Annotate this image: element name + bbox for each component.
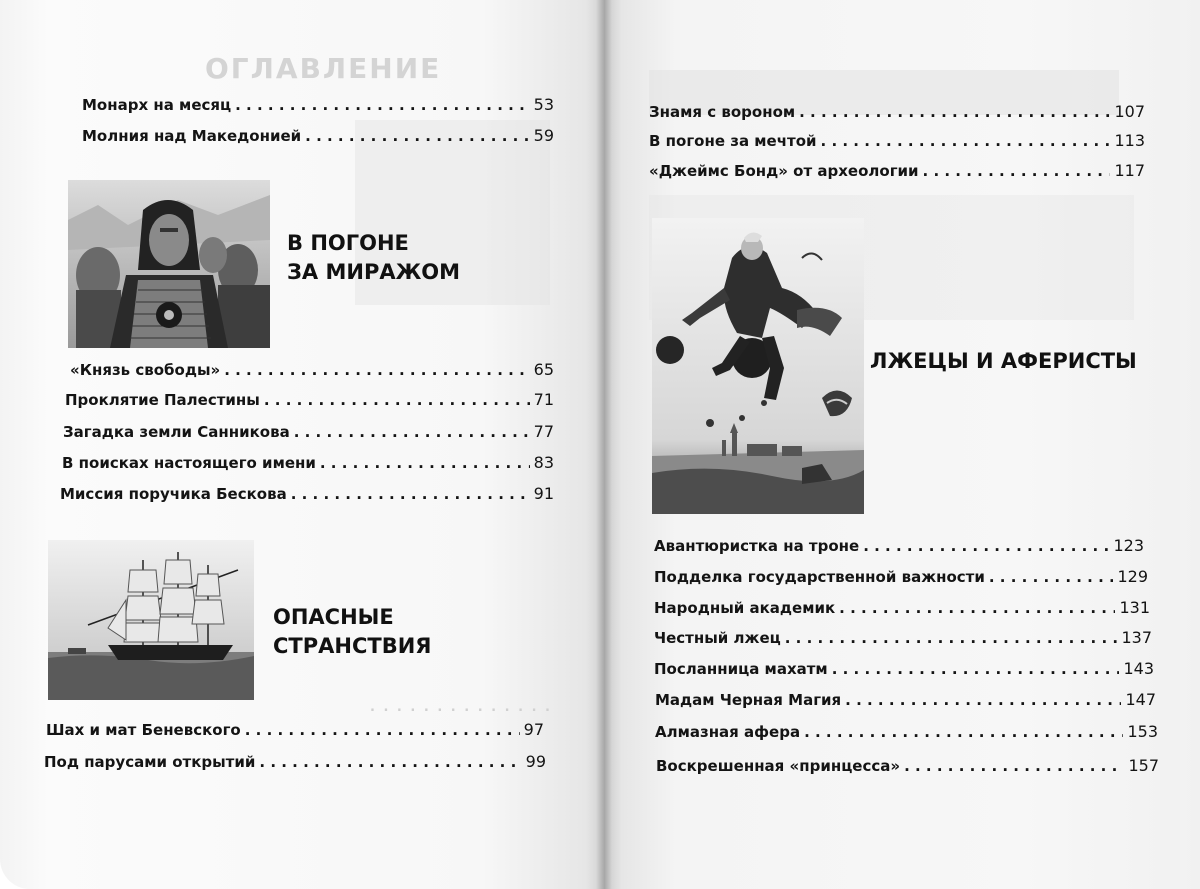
toc-leader-dots <box>799 103 1110 121</box>
toc-entry-page: 147 <box>1125 690 1156 709</box>
toc-entry-page: 117 <box>1114 161 1145 180</box>
toc-entry-title: Загадка земли Санникова <box>63 423 290 441</box>
toc-leader-dots <box>291 485 530 503</box>
toc-entry-page: 83 <box>533 453 554 472</box>
toc-entry-title: Знамя с вороном <box>649 103 796 121</box>
section-heading-line: СТРАНСТВИЯ <box>273 634 432 658</box>
toc-entry[interactable] <box>655 690 1156 709</box>
toc-leader-dots <box>235 96 530 114</box>
toc-entry-title: Авантюристка на троне <box>654 537 860 555</box>
toc-entry-page: 131 <box>1119 598 1150 617</box>
native-chief-image <box>68 180 270 348</box>
toc-entry-page: 59 <box>533 126 554 145</box>
section-heading-line: В ПОГОНЕ <box>287 231 409 255</box>
section-heading-travels <box>273 603 431 661</box>
toc-leader-dots <box>264 391 530 409</box>
sailing-ship-image <box>48 540 254 700</box>
illustration-sailing-ship <box>48 540 254 700</box>
toc-leader-dots <box>989 568 1114 586</box>
toc-leader-dots <box>224 361 529 379</box>
section-heading-mirage <box>287 229 460 287</box>
toc-entry-page: 157 <box>1128 756 1159 775</box>
toc-entry[interactable] <box>65 390 554 409</box>
toc-entry[interactable] <box>70 360 554 379</box>
section-heading-line: ЛЖЕЦЫ И АФЕРИСТЫ <box>870 349 1137 373</box>
toc-entry-page: 137 <box>1121 628 1152 647</box>
toc-entry-title: Монарх на месяц <box>82 96 232 114</box>
toc-entry-title: «Князь свободы» <box>70 361 221 379</box>
toc-leader-dots <box>294 423 530 441</box>
toc-entry[interactable] <box>654 628 1152 647</box>
toc-entry[interactable] <box>63 422 554 441</box>
toc-entry-page: 153 <box>1127 722 1158 741</box>
toc-entry-title: Алмазная афера <box>655 723 801 741</box>
toc-entry[interactable] <box>62 453 554 472</box>
section-heading-line: ЗА МИРАЖОМ <box>287 260 461 284</box>
book-gutter <box>596 0 612 889</box>
toc-entry-title: Воскрешенная «принцесса» <box>656 757 901 775</box>
toc-entry-title: Мадам Черная Магия <box>655 691 842 709</box>
toc-entry[interactable] <box>655 722 1158 741</box>
toc-leader-dots <box>863 537 1109 555</box>
toc-entry[interactable] <box>46 720 544 739</box>
toc-entry-title: Шах и мат Беневского <box>46 721 241 739</box>
bleed-through-text: . . . . . . . . . . . . . . <box>370 700 552 715</box>
toc-leader-dots <box>839 599 1115 617</box>
right-page <box>604 0 1200 889</box>
illustration-native-chief <box>68 180 270 348</box>
toc-entry[interactable] <box>649 131 1145 150</box>
toc-entry[interactable] <box>654 567 1148 586</box>
toc-entry[interactable] <box>649 102 1145 121</box>
toc-entry-title: «Джеймс Бонд» от археологии <box>649 162 919 180</box>
toc-entry-page: 71 <box>533 390 554 409</box>
toc-entry-page: 129 <box>1117 567 1148 586</box>
toc-leader-dots <box>845 691 1121 709</box>
toc-entry-page: 143 <box>1123 659 1154 678</box>
toc-entry[interactable] <box>82 126 554 145</box>
toc-entry-page: 77 <box>533 422 554 441</box>
toc-leader-dots <box>259 753 521 771</box>
toc-entry[interactable] <box>60 484 554 503</box>
toc-entry-title: Под парусами открытий <box>44 753 256 771</box>
toc-entry[interactable] <box>649 161 1145 180</box>
toc-entry-page: 113 <box>1114 131 1145 150</box>
toc-entry-title: Миссия поручика Бескова <box>60 485 287 503</box>
toc-leader-dots <box>305 127 529 145</box>
toc-entry-title: Народный академик <box>654 599 836 617</box>
bleed-through-heading: ОГЛАВЛЕНИЕ <box>205 52 442 85</box>
toc-leader-dots <box>785 629 1118 647</box>
toc-leader-dots <box>804 723 1123 741</box>
toc-entry-title: Посланница махатм <box>654 660 828 678</box>
toc-entry[interactable] <box>654 598 1150 617</box>
toc-entry-page: 53 <box>533 95 554 114</box>
toc-entry-title: Молния над Македонией <box>82 127 302 145</box>
toc-entry[interactable] <box>654 536 1144 555</box>
toc-entry-title: Подделка государственной важности <box>654 568 985 586</box>
toc-entry-title: Честный лжец <box>654 629 781 647</box>
toc-leader-dots <box>320 454 530 472</box>
toc-entry-title: Проклятие Палестины <box>65 391 260 409</box>
toc-entry-page: 65 <box>533 360 554 379</box>
toc-leader-dots <box>245 721 520 739</box>
toc-leader-dots <box>923 162 1111 180</box>
toc-entry-page: 99 <box>525 752 546 771</box>
toc-entry[interactable] <box>44 752 546 771</box>
toc-entry-page: 97 <box>523 720 544 739</box>
toc-entry-page: 91 <box>533 484 554 503</box>
toc-entry[interactable] <box>654 659 1154 678</box>
toc-entry-title: В поисках настоящего имени <box>62 454 316 472</box>
illustration-baron-cannonball <box>652 218 864 514</box>
toc-entry-title: В погоне за мечтой <box>649 132 817 150</box>
toc-entry-page: 123 <box>1113 536 1144 555</box>
section-heading-liars <box>870 347 1137 376</box>
section-heading-line: ОПАСНЫЕ <box>273 605 394 629</box>
toc-entry-page: 107 <box>1114 102 1145 121</box>
toc-leader-dots <box>832 660 1120 678</box>
toc-entry[interactable] <box>656 756 1159 775</box>
toc-leader-dots <box>904 757 1124 775</box>
toc-leader-dots <box>821 132 1111 150</box>
baron-cannonball-image <box>652 218 864 514</box>
toc-entry[interactable] <box>82 95 554 114</box>
